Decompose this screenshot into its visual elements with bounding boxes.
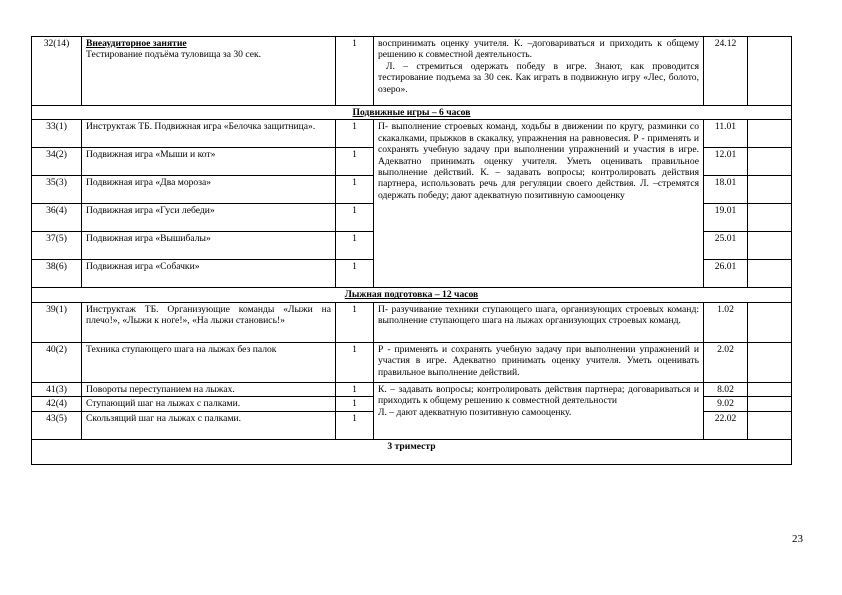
lesson-hours: 1 bbox=[336, 232, 374, 260]
table-row bbox=[32, 37, 792, 106]
lesson-number: 37(5) bbox=[32, 232, 82, 260]
lesson-hours: 1 bbox=[336, 120, 374, 148]
lesson-topic: Повороты переступанием на лыжах. bbox=[82, 382, 336, 396]
lesson-hours: 1 bbox=[336, 37, 374, 106]
trimester-title: 3 триместр bbox=[32, 439, 792, 464]
lesson-uud: Р - применять и сохранять учебную задачу при выполнении упражнений и участия в игре. Адекватно принимать оценку учителя. Уметь оценивать правильное выполнение действий. bbox=[374, 342, 704, 382]
lesson-actual-date bbox=[748, 232, 792, 260]
lesson-date: 19.01 bbox=[704, 204, 748, 232]
lesson-date: 22.02 bbox=[704, 411, 748, 439]
lesson-hours: 1 bbox=[336, 204, 374, 232]
table-row bbox=[32, 120, 792, 148]
lesson-hours: 1 bbox=[336, 260, 374, 288]
lesson-topic: Инструктаж ТБ. Подвижная игра «Белочка защитница». bbox=[82, 120, 336, 148]
section-row bbox=[32, 106, 792, 120]
lesson-number: 40(2) bbox=[32, 342, 82, 382]
lesson-topic: Подвижная игра «Вышибалы» bbox=[82, 232, 336, 260]
lesson-number: 34(2) bbox=[32, 148, 82, 176]
lesson-date: 26.01 bbox=[704, 260, 748, 288]
lesson-number: 38(6) bbox=[32, 260, 82, 288]
lesson-date: 12.01 bbox=[704, 148, 748, 176]
table-row bbox=[32, 302, 792, 342]
lesson-date: 11.01 bbox=[704, 120, 748, 148]
lesson-hours: 1 bbox=[336, 411, 374, 439]
lesson-hours: 1 bbox=[336, 176, 374, 204]
lesson-hours: 1 bbox=[336, 342, 374, 382]
lesson-actual-date bbox=[748, 382, 792, 396]
lesson-topic: Скользящий шаг на лыжах с палками. bbox=[82, 411, 336, 439]
lesson-uud: П- разучивание техники ступающего шага, организующих строевых команд: выполнение ступающего шага на лыжах организующих строевых команд. bbox=[374, 302, 704, 342]
lesson-topic: Техника ступающего шага на лыжах без палок bbox=[82, 342, 336, 382]
lesson-actual-date bbox=[748, 397, 792, 411]
lesson-uud-part: Л. – дают адекватную позитивную самооценку. bbox=[378, 406, 572, 418]
lesson-uud: П- выполнение строевых команд, ходьбы в движении по кругу, разминки со скакалками, прыжков в скакалку, упражнения на равновесия. Р - применять и сохранять учебную задачу при выполнении упражнений и участия в игре. Адекватно принимать оценку учителя. Уметь оценивать правильное выполнение действий. К. – задавать вопросы; контролировать действия партнера, использовать речь для регуляции своего действия. Л. –стремятся одержать победу; дают адекватную позитивную самооценку bbox=[374, 120, 704, 288]
lesson-number: 36(4) bbox=[32, 204, 82, 232]
lesson-hours: 1 bbox=[336, 397, 374, 411]
lesson-topic: Подвижная игра «Гуси лебеди» bbox=[82, 204, 336, 232]
lesson-number: 42(4) bbox=[32, 397, 82, 411]
lesson-number: 43(5) bbox=[32, 411, 82, 439]
lesson-number: 39(1) bbox=[32, 302, 82, 342]
lesson-number: 35(3) bbox=[32, 176, 82, 204]
lesson-hours: 1 bbox=[336, 148, 374, 176]
lesson-uud-part: К. – задавать вопросы; контролировать действия партнера; договариваться и приходить к общему решению к совместной деятельности bbox=[378, 383, 699, 407]
lesson-date: 2.02 bbox=[704, 342, 748, 382]
lesson-actual-date bbox=[748, 411, 792, 439]
lesson-number: 33(1) bbox=[32, 120, 82, 148]
table-row bbox=[32, 342, 792, 382]
section-row bbox=[32, 439, 792, 464]
lesson-hours: 1 bbox=[336, 302, 374, 342]
lesson-topic-text: Тестирование подъёма туловища за 30 сек. bbox=[86, 49, 262, 61]
lesson-uud bbox=[374, 37, 704, 106]
lesson-actual-date bbox=[748, 148, 792, 176]
lesson-actual-date bbox=[748, 342, 792, 382]
lesson-date: 18.01 bbox=[704, 176, 748, 204]
lesson-uud-part: Л. – стремиться одержать победу в игре. Знают, как проводится тестирование подъема за 30 сек. Как играть в подвижную игру «Лес, болото, озеро». bbox=[378, 60, 699, 95]
lesson-uud bbox=[374, 382, 704, 439]
lesson-topic: Ступающий шаг на лыжах с палками. bbox=[82, 397, 336, 411]
lesson-topic: Подвижная игра «Мыши и кот» bbox=[82, 148, 336, 176]
lesson-date: 9.02 bbox=[704, 397, 748, 411]
lesson-actual-date bbox=[748, 302, 792, 342]
lesson-topic bbox=[82, 37, 336, 106]
table-row bbox=[32, 382, 792, 396]
lesson-actual-date bbox=[748, 37, 792, 106]
lesson-number: 41(3) bbox=[32, 382, 82, 396]
lesson-actual-date bbox=[748, 204, 792, 232]
lesson-topic: Подвижная игра «Собачки» bbox=[82, 260, 336, 288]
lesson-actual-date bbox=[748, 176, 792, 204]
lesson-number: 32(14) bbox=[32, 37, 82, 106]
lesson-date: 1.02 bbox=[704, 302, 748, 342]
section-row bbox=[32, 288, 792, 302]
lesson-date: 24.12 bbox=[704, 37, 748, 106]
lesson-topic: Подвижная игра «Два мороза» bbox=[82, 176, 336, 204]
lesson-actual-date bbox=[748, 120, 792, 148]
lesson-actual-date bbox=[748, 260, 792, 288]
section-title: Подвижные игры – 6 часов bbox=[32, 106, 792, 120]
page-number: 23 bbox=[792, 533, 803, 545]
lesson-date: 8.02 bbox=[704, 382, 748, 396]
lesson-date: 25.01 bbox=[704, 232, 748, 260]
section-title: Лыжная подготовка – 12 часов bbox=[32, 288, 792, 302]
lesson-hours: 1 bbox=[336, 382, 374, 396]
lesson-topic-title: Внеаудиторное занятие bbox=[86, 38, 187, 49]
lesson-uud-part: воспринимать оценку учителя. К. –договариваться и приходить к общему решению к совместной деятельность. bbox=[378, 38, 699, 61]
lesson-plan-table bbox=[31, 36, 792, 465]
lesson-topic: Инструктаж ТБ. Организующие команды «Лыжи на плечо!», «Лыжи к ноге!», «На лыжи становись!» bbox=[82, 302, 336, 342]
